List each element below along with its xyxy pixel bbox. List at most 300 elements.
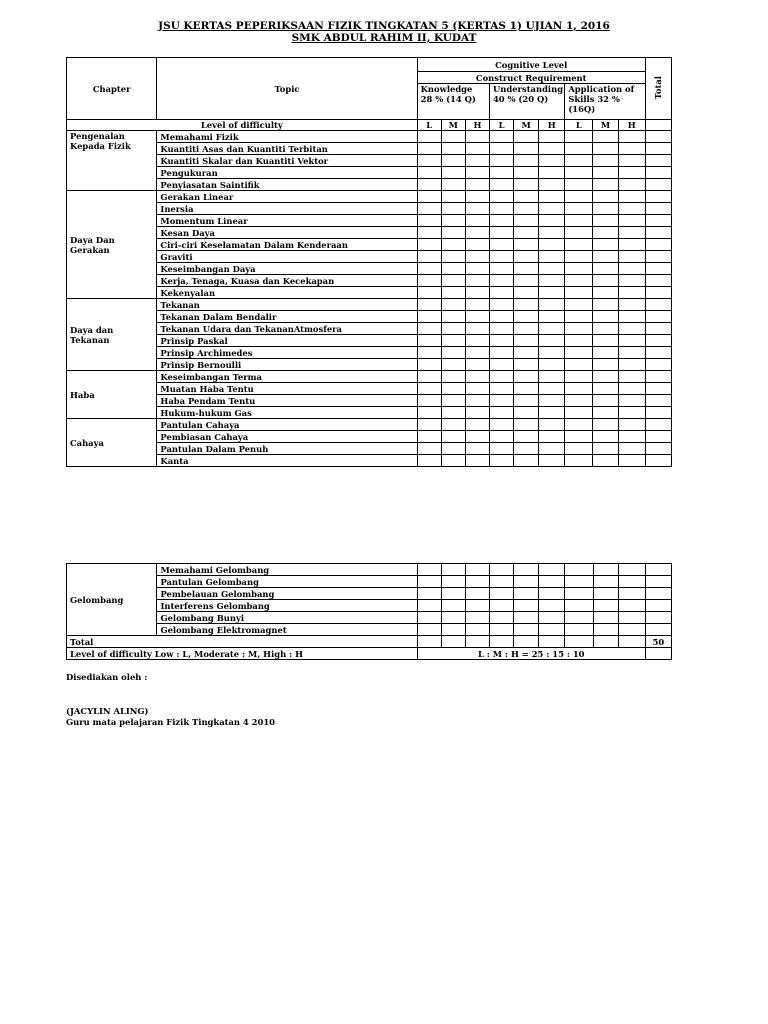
topic-name: Tekanan Dalam Bendalir [157,311,417,323]
table-row [67,179,672,191]
empty-cell [539,275,565,287]
empty-cell [539,624,565,636]
empty-cell [593,311,618,323]
empty-cell [489,239,513,251]
table-row [67,191,672,203]
empty-cell [514,407,539,419]
empty-cell [441,155,465,167]
empty-cell [441,455,465,467]
empty-cell [593,612,618,624]
empty-cell [593,564,618,576]
empty-cell [618,155,645,167]
empty-cell [514,287,539,299]
empty-cell [417,443,441,455]
empty-cell [514,443,539,455]
empty-cell [441,335,465,347]
empty-cell [417,588,441,600]
empty-cell [465,239,489,251]
empty-cell [593,155,618,167]
empty-cell [593,443,618,455]
empty-cell [593,275,618,287]
empty-cell [565,203,593,215]
empty-cell [618,299,645,311]
table-row [67,371,672,383]
empty-cell [593,419,618,431]
empty-cell [539,395,565,407]
empty-cell [514,323,539,335]
gelombang-table [66,563,672,660]
empty-cell [565,419,593,431]
empty-cell [539,155,565,167]
empty-cell [618,588,645,600]
empty-cell [441,227,465,239]
chapter-name: Pengenalan Kepada Fizik [67,131,157,191]
empty-cell [565,383,593,395]
empty-cell [593,335,618,347]
topic-name: Keseimbangan Terma [157,371,417,383]
empty-cell [593,203,618,215]
empty-cell [417,167,441,179]
empty-cell [565,636,593,648]
empty-cell [618,419,645,431]
empty-cell [417,419,441,431]
empty-cell [441,600,465,612]
empty-cell [441,419,465,431]
empty-cell [539,239,565,251]
empty-cell [618,203,645,215]
empty-cell [565,299,593,311]
empty-cell [441,311,465,323]
empty-cell [514,419,539,431]
table-row [67,311,672,323]
empty-cell [565,263,593,275]
empty-cell [593,131,618,143]
empty-cell [593,359,618,371]
empty-cell [539,203,565,215]
table-row [67,287,672,299]
empty-cell [441,239,465,251]
empty-cell [593,600,618,612]
empty-cell [489,299,513,311]
empty-cell [489,203,513,215]
chapter-header: Chapter [67,58,157,120]
empty-cell [514,131,539,143]
empty-cell [618,636,645,648]
empty-cell [618,371,645,383]
topic-name: Prinsip Bernoulli [157,359,417,371]
empty-cell [645,191,671,203]
level-label: H [465,120,489,131]
empty-cell [465,191,489,203]
empty-cell [565,155,593,167]
empty-cell [441,299,465,311]
empty-cell [645,155,671,167]
empty-cell [593,383,618,395]
table-row [67,431,672,443]
empty-cell [593,239,618,251]
empty-cell [514,275,539,287]
empty-cell [441,287,465,299]
empty-cell [441,443,465,455]
empty-cell [514,335,539,347]
empty-cell [539,311,565,323]
empty-cell [514,359,539,371]
empty-cell [645,455,671,467]
knowledge-header: Knowledge 28 % (14 Q) [417,84,489,120]
empty-cell [593,143,618,155]
table-row [67,576,672,588]
empty-cell [565,624,593,636]
empty-cell [593,263,618,275]
empty-cell [565,191,593,203]
empty-cell [417,179,441,191]
empty-cell [465,576,489,588]
empty-cell [417,143,441,155]
empty-cell [618,612,645,624]
empty-cell [465,383,489,395]
empty-cell [489,383,513,395]
empty-cell [618,251,645,263]
table-row [67,215,672,227]
empty-cell [593,455,618,467]
empty-cell [565,564,593,576]
empty-cell [417,191,441,203]
empty-cell [565,215,593,227]
empty-cell [465,143,489,155]
level-of-difficulty-header: Level of difficulty [67,120,418,131]
empty-cell [441,612,465,624]
topic-name: Kuantiti Asas dan Kuantiti Terbitan [157,143,417,155]
empty-cell [489,167,513,179]
empty-cell [645,419,671,431]
empty-cell [441,263,465,275]
empty-cell [465,636,489,648]
topic-name: Prinsip Paskal [157,335,417,347]
empty-cell [565,431,593,443]
empty-cell [514,203,539,215]
empty-cell [489,275,513,287]
empty-cell [417,624,441,636]
empty-cell [417,215,441,227]
preparer-role: Guru mata pelajaran Fizik Tingkatan 4 2010 [66,717,275,727]
empty-cell [417,455,441,467]
document-title-line1: JSU KERTAS PEPERIKSAAN FIZIK TINGKATAN 5 (KERTAS 1) UJIAN 1, 2016 [158,20,610,32]
table-row [67,395,672,407]
chapter-name: Gelombang [67,564,157,636]
empty-cell [645,431,671,443]
empty-cell [465,431,489,443]
empty-cell [465,347,489,359]
empty-cell [514,191,539,203]
empty-cell [465,227,489,239]
empty-cell [490,600,514,612]
empty-cell [645,120,671,131]
document-title-line2: SMK ABDUL RAHIM II, KUDAT [291,32,477,44]
topic-name: Kerja, Tenaga, Kuasa dan Kecekapan [157,275,417,287]
empty-cell [489,131,513,143]
empty-cell [465,287,489,299]
empty-cell [489,395,513,407]
empty-cell [514,227,539,239]
application-header: Application of Skills 32 % (16Q) [565,84,645,120]
empty-cell [565,239,593,251]
table-row [67,588,672,600]
empty-cell [489,251,513,263]
empty-cell [593,287,618,299]
empty-cell [565,443,593,455]
empty-cell [514,311,539,323]
empty-cell [514,251,539,263]
empty-cell [465,624,489,636]
empty-cell [618,335,645,347]
empty-cell [514,612,539,624]
empty-cell [417,251,441,263]
empty-cell [618,287,645,299]
empty-cell [645,323,671,335]
empty-cell [593,395,618,407]
empty-cell [645,612,671,624]
empty-cell [417,275,441,287]
empty-cell [539,323,565,335]
empty-cell [539,227,565,239]
empty-cell [618,179,645,191]
empty-cell [645,624,671,636]
empty-cell [417,299,441,311]
table-row [67,167,672,179]
topic-name: Pantulan Dalam Penuh [157,443,417,455]
empty-cell [441,383,465,395]
empty-cell [417,431,441,443]
empty-cell [465,167,489,179]
empty-cell [441,179,465,191]
empty-cell [593,323,618,335]
empty-cell [618,576,645,588]
table-row [67,612,672,624]
empty-cell [465,612,489,624]
empty-cell [514,143,539,155]
topic-name: Pantulan Cahaya [157,419,417,431]
empty-cell [565,612,593,624]
empty-cell [441,431,465,443]
empty-cell [489,323,513,335]
table-row [67,251,672,263]
empty-cell [514,167,539,179]
chapter-name: Haba [67,371,157,419]
empty-cell [645,299,671,311]
empty-cell [645,131,671,143]
empty-cell [645,263,671,275]
empty-cell [593,431,618,443]
empty-cell [514,263,539,275]
empty-cell [489,155,513,167]
difficulty-ratio: L : M : H = 25 : 15 : 10 [417,648,645,660]
empty-cell [618,311,645,323]
empty-cell [514,155,539,167]
empty-cell [514,239,539,251]
topic-header: Topic [157,58,417,120]
empty-cell [645,576,671,588]
empty-cell [514,588,539,600]
empty-cell [593,227,618,239]
prepared-by-label: Disediakan oleh : [66,672,148,682]
empty-cell [539,600,565,612]
empty-cell [489,371,513,383]
empty-cell [417,359,441,371]
empty-cell [618,564,645,576]
empty-cell [539,443,565,455]
empty-cell [645,275,671,287]
empty-cell [417,371,441,383]
empty-cell [565,275,593,287]
topic-name: Pengukuran [157,167,417,179]
empty-cell [565,131,593,143]
empty-cell [465,251,489,263]
empty-cell [618,431,645,443]
cognitive-level-header: Cognitive Level [417,58,645,72]
empty-cell [539,347,565,359]
difficulty-legend: Level of difficulty Low : L, Moderate : M, High : H [67,648,418,660]
empty-cell [441,167,465,179]
empty-cell [441,576,465,588]
topic-name: Momentum Linear [157,215,417,227]
empty-cell [593,588,618,600]
empty-cell [489,431,513,443]
empty-cell [490,612,514,624]
empty-cell [539,588,565,600]
empty-cell [539,251,565,263]
topic-name: Interferens Gelombang [157,600,417,612]
empty-cell [565,335,593,347]
empty-cell [489,311,513,323]
topic-name: Penyiasatan Saintifik [157,179,417,191]
topic-name: Kekenyalan [157,287,417,299]
empty-cell [417,564,441,576]
empty-cell [539,431,565,443]
empty-cell [645,311,671,323]
empty-cell [593,576,618,588]
empty-cell [618,239,645,251]
total-value: 50 [645,636,671,648]
empty-cell [441,323,465,335]
topic-name: Gelombang Elektromagnet [157,624,417,636]
empty-cell [618,383,645,395]
empty-cell [465,371,489,383]
empty-cell [539,299,565,311]
empty-cell [618,227,645,239]
empty-cell [441,636,465,648]
empty-cell [593,167,618,179]
empty-cell [514,600,539,612]
empty-cell [618,275,645,287]
empty-cell [489,287,513,299]
level-label: L [489,120,513,131]
table-row [67,624,672,636]
empty-cell [593,179,618,191]
empty-cell [417,239,441,251]
empty-cell [489,443,513,455]
empty-cell [465,323,489,335]
empty-cell [539,179,565,191]
table-row [67,335,672,347]
topic-name: Muatan Haba Tentu [157,383,417,395]
table-row [67,263,672,275]
empty-cell [465,299,489,311]
empty-cell [441,191,465,203]
topic-name: Tekanan [157,299,417,311]
empty-cell [417,227,441,239]
understanding-header: Understanding 40 % (20 Q) [489,84,564,120]
empty-cell [539,215,565,227]
empty-cell [489,215,513,227]
empty-cell [645,564,671,576]
empty-cell [489,455,513,467]
empty-cell [539,131,565,143]
empty-cell [645,407,671,419]
empty-cell [539,636,565,648]
empty-cell [489,419,513,431]
empty-cell [645,215,671,227]
topic-name: Prinsip Archimedes [157,347,417,359]
empty-cell [514,299,539,311]
empty-cell [565,251,593,263]
level-label: H [618,120,645,131]
empty-cell [441,203,465,215]
empty-cell [539,576,565,588]
level-label: L [565,120,593,131]
empty-cell [565,359,593,371]
table-row [67,383,672,395]
empty-cell [465,179,489,191]
empty-cell [618,624,645,636]
table-row [67,227,672,239]
total-label: Total [67,636,418,648]
table-row [67,407,672,419]
table-row [67,155,672,167]
empty-cell [514,636,539,648]
empty-cell [593,624,618,636]
empty-cell [593,251,618,263]
empty-cell [645,359,671,371]
empty-cell [441,275,465,287]
empty-cell [565,588,593,600]
level-label: M [593,120,618,131]
empty-cell [539,383,565,395]
empty-cell [514,383,539,395]
empty-cell [565,600,593,612]
empty-cell [645,239,671,251]
empty-cell [565,167,593,179]
empty-cell [490,588,514,600]
empty-cell [417,576,441,588]
topic-name: Hukum-hukum Gas [157,407,417,419]
empty-cell [514,564,539,576]
empty-cell [539,143,565,155]
empty-cell [565,227,593,239]
table-row [67,239,672,251]
empty-cell [645,395,671,407]
empty-cell [514,624,539,636]
empty-cell [618,347,645,359]
empty-cell [539,419,565,431]
table-row [67,600,672,612]
empty-cell [441,359,465,371]
empty-cell [618,167,645,179]
empty-cell [489,143,513,155]
empty-cell [441,395,465,407]
empty-cell [465,203,489,215]
empty-cell [565,323,593,335]
difficulty-row [67,648,672,660]
